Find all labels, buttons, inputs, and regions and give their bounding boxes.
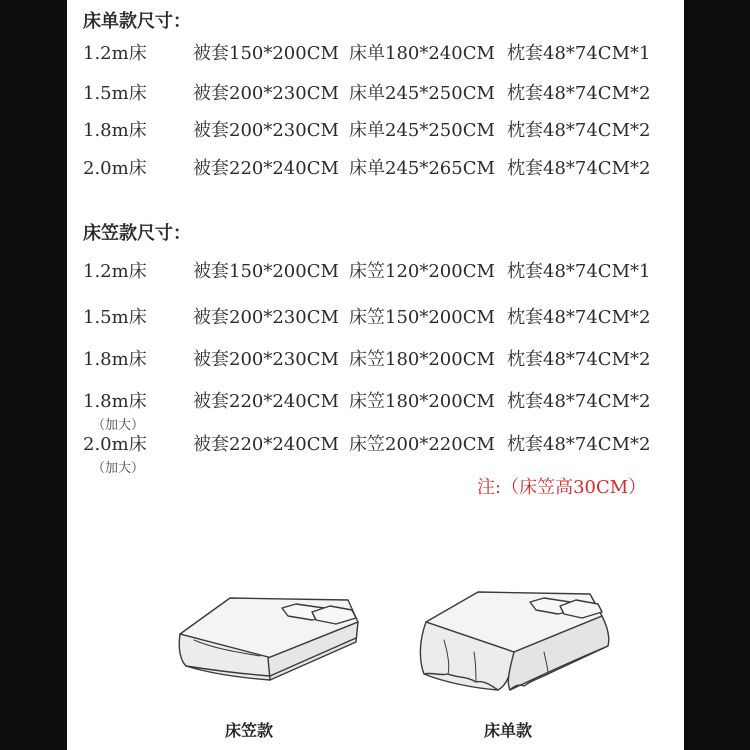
fitted-sheet-size: 床笠150*200CM bbox=[349, 307, 495, 328]
bed-size: 1.2m床 bbox=[83, 43, 147, 64]
size-chart-panel bbox=[67, 0, 684, 750]
oversize-label: （加大） bbox=[92, 418, 145, 433]
duvet-size: 被套200*230CM bbox=[193, 307, 339, 328]
pillow-size: 枕套48*74CM*1 bbox=[507, 261, 651, 282]
bed-size: 1.2m床 bbox=[83, 261, 147, 282]
pillow-size: 枕套48*74CM*1 bbox=[507, 43, 651, 64]
flat-sheet-bed-illustration bbox=[414, 578, 619, 696]
duvet-size: 被套220*240CM bbox=[193, 391, 339, 412]
flat-row-4 bbox=[67, 157, 684, 181]
bed-size: 1.8m床 bbox=[83, 349, 147, 370]
fitted-row-4 bbox=[67, 390, 684, 414]
pillow-size: 枕套48*74CM*2 bbox=[507, 434, 651, 455]
pillow-size: 枕套48*74CM*2 bbox=[507, 83, 651, 104]
fitted-sheet-heading: 床笠款尺寸： bbox=[83, 223, 191, 244]
bed-size: 1.8m床 bbox=[83, 391, 147, 412]
bed-size: 1.5m床 bbox=[83, 83, 147, 104]
fitted-sheet-size: 床笠180*200CM bbox=[349, 349, 495, 370]
pillow-size: 枕套48*74CM*2 bbox=[507, 349, 651, 370]
flat-row-2 bbox=[67, 82, 684, 106]
flat-row-1 bbox=[67, 42, 684, 66]
bed-size: 2.0m床 bbox=[83, 434, 147, 455]
fitted-sheet-size: 床笠180*200CM bbox=[349, 391, 495, 412]
flat-row-3 bbox=[67, 119, 684, 143]
fitted-sheet-size: 床笠200*220CM bbox=[349, 434, 495, 455]
pillow-size: 枕套48*74CM*2 bbox=[507, 391, 651, 412]
fitted-height-note: 注:（床笠高30CM） bbox=[477, 477, 647, 498]
duvet-size: 被套220*240CM bbox=[193, 434, 339, 455]
fitted-row-2 bbox=[67, 306, 684, 330]
fitted-row-1 bbox=[67, 260, 684, 284]
duvet-size: 被套200*230CM bbox=[193, 349, 339, 370]
fitted-sheet-bed-illustration bbox=[172, 578, 372, 683]
pillow-size: 枕套48*74CM*2 bbox=[507, 307, 651, 328]
sheet-size: 床单245*265CM bbox=[349, 158, 495, 179]
bed-size: 1.5m床 bbox=[83, 307, 147, 328]
flat-sheet-caption: 床单款 bbox=[484, 721, 533, 740]
sheet-size: 床单245*250CM bbox=[349, 120, 495, 141]
fitted-sheet-size: 床笠120*200CM bbox=[349, 261, 495, 282]
duvet-size: 被套200*230CM bbox=[193, 120, 339, 141]
sheet-size: 床单245*250CM bbox=[349, 83, 495, 104]
duvet-size: 被套150*200CM bbox=[193, 43, 339, 64]
bed-size: 2.0m床 bbox=[83, 158, 147, 179]
flat-sheet-heading: 床单款尺寸： bbox=[83, 11, 191, 32]
sheet-size: 床单180*240CM bbox=[349, 43, 495, 64]
duvet-size: 被套150*200CM bbox=[193, 261, 339, 282]
fitted-sheet-caption: 床笠款 bbox=[225, 721, 274, 740]
fitted-row-5 bbox=[67, 433, 684, 457]
pillow-size: 枕套48*74CM*2 bbox=[507, 158, 651, 179]
pillow-size: 枕套48*74CM*2 bbox=[507, 120, 651, 141]
duvet-size: 被套220*240CM bbox=[193, 158, 339, 179]
oversize-label: （加大） bbox=[92, 461, 145, 476]
bed-size: 1.8m床 bbox=[83, 120, 147, 141]
fitted-row-3 bbox=[67, 348, 684, 372]
duvet-size: 被套200*230CM bbox=[193, 83, 339, 104]
